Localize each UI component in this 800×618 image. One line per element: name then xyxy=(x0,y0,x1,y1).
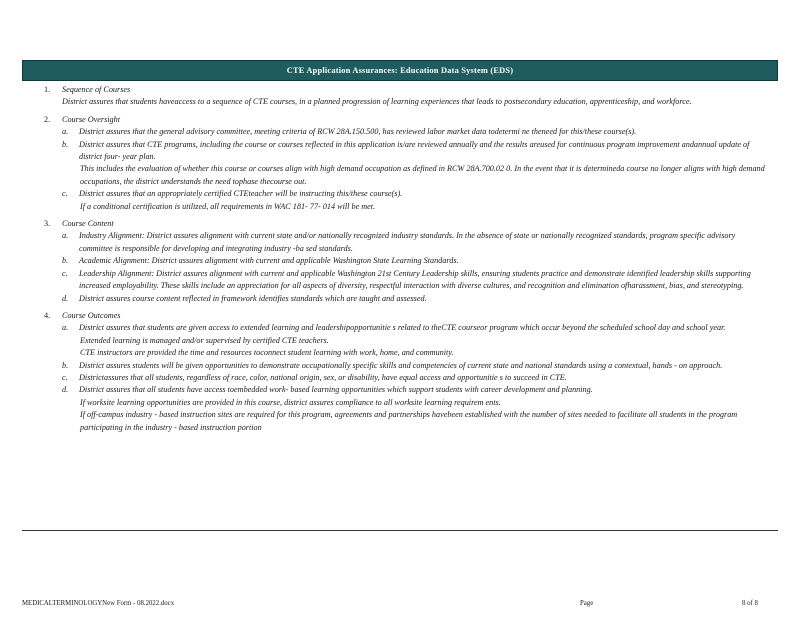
subitem-letter: a. xyxy=(62,323,69,333)
footer-doc-name: MEDICALTERMINOLOGYNew Form - 08.2022.docx xyxy=(22,600,175,607)
section-course-outcomes xyxy=(22,310,778,434)
subitem-letter: a. xyxy=(62,231,69,241)
section-sequence-of-courses xyxy=(22,84,778,109)
subitem xyxy=(62,188,770,200)
footer-page-number: 8 of 8 xyxy=(742,600,758,607)
section-description: District assures that students haveaccess to a sequence of CTE courses, in a planned progression of learning experiences that leads to postsecondary education, apprenticeship, and workforce. xyxy=(62,97,692,107)
bullet-text: CTE instructors are provided the time and resources toconnect student learning with work, home, and community. xyxy=(80,348,454,358)
section-title: Course Content xyxy=(62,219,114,229)
subitem-text: District assures that CTE programs, including the course or courses reflected in this application is/are reviewed annually and the results areused for continuous program improvement andannual update of district four- year plan. xyxy=(79,139,750,162)
subitem xyxy=(62,268,770,293)
bullet-item xyxy=(61,335,768,347)
subitem-letter: b. xyxy=(62,139,69,149)
subitem-text: District assures course content reflected in framework identifies standards which are taught and assessed. xyxy=(79,293,427,303)
subitem-text: District assures students will be given opportunities to demonstrate occupationally specific skills and competencies of current state and national standards using a contextual, hands - on approach. xyxy=(79,360,723,370)
section-number: 3. xyxy=(44,219,51,229)
footer-page-label: Page xyxy=(580,600,594,607)
section-title: Sequence of Courses xyxy=(62,85,131,94)
section-title: Course Oversight xyxy=(62,114,120,124)
subitem xyxy=(62,255,770,267)
subitem xyxy=(62,384,770,396)
section-title: Course Outcomes xyxy=(62,310,121,320)
subitem xyxy=(62,293,770,305)
bullet-text: This includes the evaluation of whether this course or courses align with high demand occupation as defined in RCW 28A.700.02 0. In the event that it is determineda course no longer aligns with high demand occupations, the district understands the need tophase thecourse out. xyxy=(80,164,765,186)
section-banner: CTE Application Assurances: Education Data System (EDS) xyxy=(22,60,778,81)
bullet-item xyxy=(61,163,768,188)
bullet-item xyxy=(61,397,768,409)
bullet-text: If worksite learning opportunities are provided in this course, district assures compliance to all worksite learning requirem ents. xyxy=(80,397,501,407)
subitem-text: Districtassures that all students, regardless of race, color, national origin, sex, or disability, have equal access and opportunitie s to succeed in CTE. xyxy=(79,372,567,382)
subitem-letter: c. xyxy=(62,189,68,199)
section-course-content xyxy=(22,218,778,305)
subitem xyxy=(62,372,770,384)
content-divider xyxy=(22,530,778,531)
bullet-item xyxy=(61,409,768,434)
subitem-letter: a. xyxy=(62,127,69,137)
subitem xyxy=(62,126,770,138)
bullet-text: Extended learning is managed and/or supervised by certified CTE teachers. xyxy=(80,335,329,345)
subitem-text: Academic Alignment: District assures alignment with current and applicable Washington State Learning Standards. xyxy=(79,256,459,266)
subitem-letter: c. xyxy=(62,268,68,278)
subitem xyxy=(62,230,770,255)
assurances-list xyxy=(22,84,778,529)
section-course-oversight xyxy=(22,114,778,213)
bullet-item xyxy=(61,347,768,359)
subitem-text: District assures that students are given access to extended learning and leadershipopportunitie s related to theCTE courseor program which occur beyond the scheduled school day and school year. xyxy=(79,323,726,333)
section-number: 1. xyxy=(44,85,51,94)
section-number: 2. xyxy=(44,114,51,124)
subitem-text: Leadership Alignment: District assures alignment with current and applicable Washington 21st Century Leadership skills, ensuring students practice and demonstrate identified leadership skills supporting increased employability. These skills include an appreciation for all aspects of diversity, respectful interaction with diverse cultures, and recognition and elimination ofharassment, bias, and stereotyping. xyxy=(79,268,751,291)
section-number: 4. xyxy=(44,310,51,320)
subitem xyxy=(62,139,770,164)
subitem-text: District assures that the general advisory committee, meeting criteria of RCW 28A.150.500, has reviewed labor market data todetermi ne theneed for this/these course(s). xyxy=(79,127,637,137)
bullet-item xyxy=(61,201,768,213)
subitem-letter: d. xyxy=(62,385,69,395)
bullet-text: If a conditional certification is utilized, all requirements in WAC 181- 77- 014 will be met. xyxy=(80,201,376,211)
subitem-letter: b. xyxy=(62,360,69,370)
subitem-letter: c. xyxy=(62,372,68,382)
subitem-letter: b. xyxy=(62,256,69,266)
subitem xyxy=(62,322,770,334)
bullet-text: If off-campus industry - based instruction sites are required for this program, agreements and partnerships havebeen established with the number of sites needed to facilitate all students in the program participating in the industry - based instruction portion xyxy=(80,410,738,432)
subitem-letter: d. xyxy=(62,293,69,303)
subitem-text: Industry Alignment: District assures alignment with current state and/or nationally recognized industry standards. In the absence of state or nationally recognized standards, program specific advisory committee is responsible for developing and integrating industry -ba sed standards. xyxy=(79,231,736,253)
subitem-text: District assures that all students have access toembedded work- based learning opportunities which support students with career development and planning. xyxy=(79,385,593,395)
subitem-text: District assures that an appropriately certified CTEteacher will be instructing this/these course(s). xyxy=(79,189,403,199)
subitem xyxy=(62,360,770,372)
